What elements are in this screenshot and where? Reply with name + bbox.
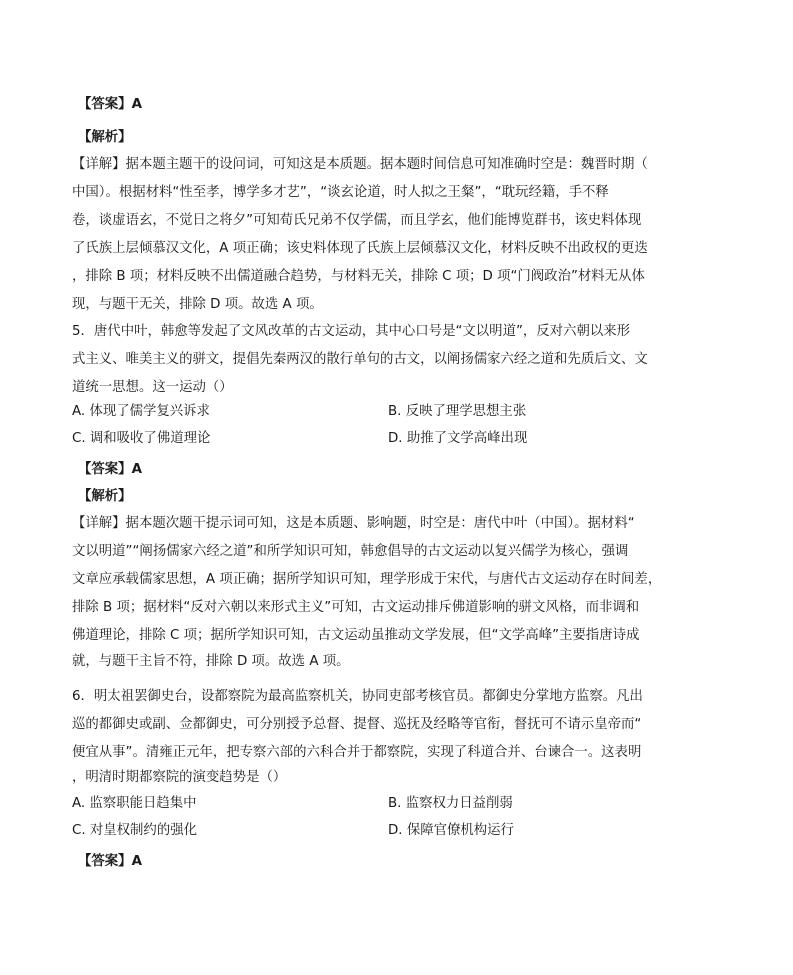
q6-option-b: B. 监察权力日益削弱 <box>388 796 513 811</box>
question-5-stem: 5．唐代中叶，韩愈等发起了文风改革的古文运动，其中心口号是“文以明道”，反对六朝以来形 <box>72 324 631 339</box>
q6-option-c: C. 对皇权制约的强化 <box>72 823 197 838</box>
answer-label-text: 【答案】 <box>78 854 132 869</box>
q5-option-a: A. 体现了儒学复兴诉求 <box>72 404 210 419</box>
answer-value: A <box>131 97 142 112</box>
q5-option-c: C. 调和吸收了佛道理论 <box>72 431 211 446</box>
detail-line: 佛道理论，排除 C 项；据所学知识可知，古文运动虽推动文学发展，但“文学高峰”主要指唐诗成 <box>72 628 640 643</box>
q5-option-b: B. 反映了理学思想主张 <box>388 404 527 419</box>
analysis-label-q4: 【解析】 <box>78 130 132 145</box>
detail-line: 了氏族上层倾慕汉文化，A 项正确；该史料体现了氏族上层倾慕汉文化，材料反映不出政权的更迭 <box>72 241 648 256</box>
question-6-stem: ，明清时期都察院的演变趋势是（） <box>72 770 287 785</box>
detail-line: 【详解】据本题主题干的设问词，可知这是本质题。据本题时间信息可知准确时空是：魏晋时期（ <box>72 157 648 172</box>
question-5-stem: 式主义、唯美主义的骈文，提倡先秦两汉的散行单句的古文，以阐扬儒家六经之道和先质后文、文 <box>72 352 648 367</box>
answer-value: A <box>131 854 142 869</box>
detail-line: 排除 B 项；据材料“反对六朝以来形式主义”可知，古文运动排斥佛道影响的骈文风格，而非调和 <box>72 600 640 615</box>
answer-value: A <box>131 462 142 477</box>
answer-label-text: 【答案】 <box>78 462 132 477</box>
q6-option-d: D. 保障官僚机构运行 <box>388 823 514 838</box>
question-6-stem: 巡的都御史或副、佥都御史，可分别授予总督、提督、巡抚及经略等官衔，督抚可不请示皇帝而“ <box>72 717 642 732</box>
question-5-stem: 道统一思想。这一运动（） <box>72 380 233 395</box>
answer-label-q5 <box>78 460 142 480</box>
answer-label-q4 <box>78 95 142 115</box>
answer-label-q6 <box>78 852 142 872</box>
detail-line: ，排除 B 项；材料反映不出儒道融合趋势，与材料无关，排除 C 项；D 项“门阀政治”材料无从体 <box>72 269 645 284</box>
detail-line: 中国）。根据材料“性至孝，博学多才艺”，“谈玄论道，时人拟之王粲”，“耽玩经籍，手不释 <box>72 185 609 200</box>
question-6-stem: 6．明太祖罢御史台，设都察院为最高监察机关，协同吏部考核官员。都御史分掌地方监察。凡出 <box>72 689 643 704</box>
detail-line: 现，与题干无关，排除 D 项。故选 A 项。 <box>72 297 323 312</box>
detail-line: 卷，谈虚语玄，不觉日之将夕”可知荀氏兄弟不仅学儒，而且学玄，他们能博览群书，该史料体现 <box>72 213 642 228</box>
detail-line: 【详解】据本题次题干提示词可知，这是本质题、影响题，时空是：唐代中叶（中国）。据材料“ <box>72 516 635 531</box>
answer-label-text: 【答案】 <box>78 97 132 112</box>
q5-option-d: D. 助推了文学高峰出现 <box>388 431 528 446</box>
detail-line: 文章应承载儒家思想，A 项正确；据所学知识可知，理学形成于宋代，与唐代古文运动存在时间差， <box>72 572 662 587</box>
detail-line: 文以明道”“阐扬儒家六经之道”和所学知识可知，韩愈倡导的古文运动以复兴儒学为核心，强调 <box>72 544 629 559</box>
q6-option-a: A. 监察职能日趋集中 <box>72 796 197 811</box>
detail-line: 就，与题干主旨不符，排除 D 项。故选 A 项。 <box>72 654 350 669</box>
analysis-label-q5: 【解析】 <box>78 489 132 504</box>
question-6-stem: 便宜从事”。清雍正元年，把专察六部的六科合并于都察院，实现了科道合并、台谏合一。这表明 <box>72 745 642 760</box>
